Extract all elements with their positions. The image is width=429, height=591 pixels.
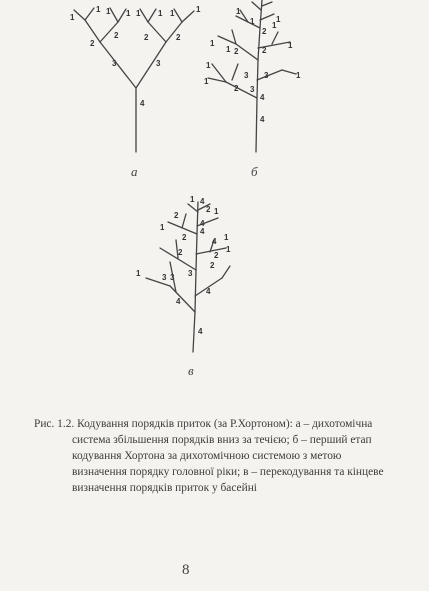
caption-line-4: визначення порядку головної ріки; в – перекодування та кінцеве <box>72 466 384 478</box>
svg-text:4: 4 <box>176 297 181 306</box>
svg-text:4: 4 <box>212 237 217 246</box>
svg-text:2: 2 <box>210 261 215 270</box>
svg-text:1: 1 <box>250 17 255 26</box>
svg-text:1: 1 <box>276 15 281 24</box>
svg-text:1: 1 <box>196 5 201 14</box>
svg-text:1: 1 <box>214 207 219 216</box>
svg-text:1: 1 <box>158 9 163 18</box>
tree-a <box>70 5 201 152</box>
svg-text:1: 1 <box>70 13 75 22</box>
svg-text:2: 2 <box>114 31 119 40</box>
svg-text:1: 1 <box>204 77 209 86</box>
svg-text:3: 3 <box>156 59 161 68</box>
caption-line-5: визначення порядків приток у басейні <box>72 482 257 494</box>
svg-text:4: 4 <box>260 115 265 124</box>
caption-line-3: кодування Хортона за дихотомічною системою з метою <box>72 450 342 462</box>
svg-text:1: 1 <box>160 223 165 232</box>
svg-text:4: 4 <box>198 327 203 336</box>
svg-text:4: 4 <box>140 99 145 108</box>
svg-text:1: 1 <box>236 7 241 16</box>
svg-text:4: 4 <box>200 227 205 236</box>
svg-text:2: 2 <box>144 33 149 42</box>
svg-text:1: 1 <box>126 9 131 18</box>
svg-text:2: 2 <box>262 27 267 36</box>
svg-text:3: 3 <box>162 273 167 282</box>
svg-text:1: 1 <box>296 71 301 80</box>
svg-text:1: 1 <box>136 9 141 18</box>
svg-text:1: 1 <box>226 245 231 254</box>
svg-text:1: 1 <box>226 45 231 54</box>
svg-text:2: 2 <box>182 233 187 242</box>
svg-text:2: 2 <box>214 251 219 260</box>
svg-text:1: 1 <box>288 41 293 50</box>
svg-text:2: 2 <box>90 39 95 48</box>
svg-text:4: 4 <box>206 287 211 296</box>
svg-text:2: 2 <box>234 47 239 56</box>
svg-text:3: 3 <box>170 273 175 282</box>
page-number: 8 <box>182 562 190 578</box>
svg-text:1: 1 <box>206 61 211 70</box>
svg-text:3: 3 <box>264 71 269 80</box>
caption-prefix: Рис. 1.2. <box>34 418 75 430</box>
svg-text:1: 1 <box>272 21 277 30</box>
panel-label-b: б <box>251 164 258 179</box>
svg-text:1: 1 <box>96 5 101 14</box>
svg-text:2: 2 <box>178 248 183 257</box>
svg-text:1: 1 <box>224 233 229 242</box>
tree-v <box>136 195 231 352</box>
svg-text:1: 1 <box>170 9 175 18</box>
caption-line-2: система збільшення порядків вниз за течією; б – перший етап <box>72 434 372 446</box>
svg-text:4: 4 <box>200 219 205 228</box>
svg-text:2: 2 <box>206 205 211 214</box>
svg-text:2: 2 <box>234 84 239 93</box>
svg-text:4: 4 <box>260 93 265 102</box>
svg-text:3: 3 <box>112 59 117 68</box>
figure-caption <box>34 416 420 496</box>
panel-label-a: а <box>131 164 138 179</box>
panel-label-v: в <box>188 363 194 378</box>
svg-text:2: 2 <box>174 211 179 220</box>
svg-text:2: 2 <box>262 46 267 55</box>
svg-text:1: 1 <box>190 195 195 204</box>
svg-text:3: 3 <box>250 85 255 94</box>
svg-text:4: 4 <box>200 197 205 206</box>
tree-b <box>204 0 301 152</box>
caption-line-1: Кодування порядків приток (за Р.Хортоном): а – дихотомічна <box>77 418 373 430</box>
svg-text:1: 1 <box>136 269 141 278</box>
svg-text:2: 2 <box>176 33 181 42</box>
svg-text:3: 3 <box>188 269 193 278</box>
svg-text:1: 1 <box>210 39 215 48</box>
svg-text:1: 1 <box>106 7 111 16</box>
svg-text:3: 3 <box>244 71 249 80</box>
